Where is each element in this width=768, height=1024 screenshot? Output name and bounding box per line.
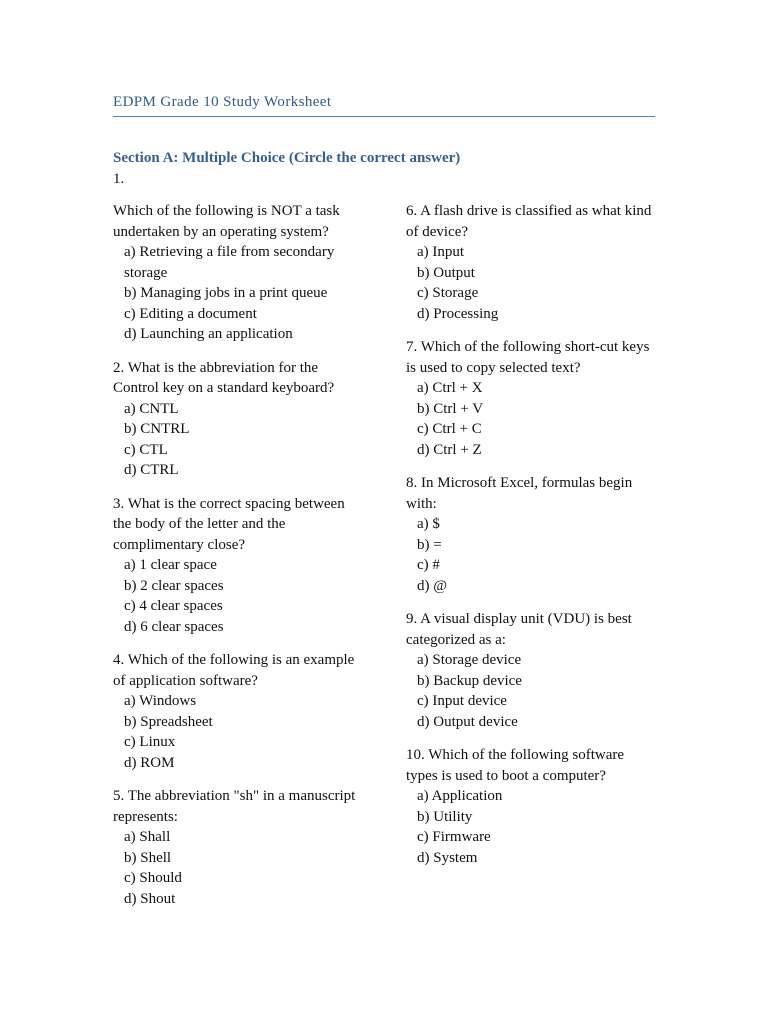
question-10 bbox=[406, 745, 658, 868]
answer-option-a[interactable]: a) Windows bbox=[124, 693, 197, 709]
answer-option-c[interactable]: c) Input device bbox=[417, 693, 507, 709]
right-question-column bbox=[406, 201, 658, 881]
answer-option-b[interactable]: b) Backup device bbox=[417, 672, 522, 689]
answer-option-c[interactable]: c) Should bbox=[124, 870, 182, 886]
answer-option-d[interactable]: d) Processing bbox=[417, 305, 499, 322]
answer-option-b[interactable]: b) Shell bbox=[124, 849, 172, 866]
question-1 bbox=[113, 201, 365, 345]
answer-option-d[interactable]: d) ROM bbox=[124, 754, 175, 771]
answer-options bbox=[406, 514, 658, 596]
answer-option-b[interactable]: b) = bbox=[417, 536, 442, 553]
question-3 bbox=[113, 494, 365, 638]
question-text: 4. Which of the following is an example of application software? bbox=[113, 652, 355, 689]
answer-option-d[interactable]: d) CTRL bbox=[124, 462, 179, 478]
answer-options bbox=[113, 242, 365, 345]
question-text: 7. Which of the following short-cut keys is used to copy selected text? bbox=[406, 339, 650, 376]
section-heading: Section A: Multiple Choice (Circle the correct answer) bbox=[113, 150, 461, 166]
answer-options bbox=[406, 650, 658, 732]
answer-option-b[interactable]: b) Spreadsheet bbox=[124, 713, 213, 730]
answer-option-d[interactable]: d) Shout bbox=[124, 890, 176, 907]
question-text: Which of the following is NOT a task undertaken by an operating system? bbox=[113, 203, 340, 240]
answer-option-a[interactable]: a) Ctrl + X bbox=[417, 380, 483, 396]
answer-options bbox=[113, 399, 365, 481]
answer-options bbox=[406, 378, 658, 460]
question-text: 3. What is the correct spacing between the body of the letter and the complimentary close? bbox=[113, 495, 345, 553]
answer-option-c[interactable]: c) CTL bbox=[124, 441, 168, 458]
answer-option-b[interactable]: b) Managing jobs in a print queue bbox=[124, 285, 328, 301]
question-8 bbox=[406, 473, 658, 596]
document-title: EDPM Grade 10 Study Worksheet bbox=[113, 94, 332, 110]
answer-option-d[interactable]: d) 6 clear spaces bbox=[124, 618, 224, 635]
question-text: 9. A visual display unit (VDU) is best categorized as a: bbox=[406, 611, 632, 648]
answer-option-a[interactable]: a) CNTL bbox=[124, 400, 179, 417]
question-2 bbox=[113, 358, 365, 481]
question-5 bbox=[113, 786, 365, 909]
answer-option-a[interactable]: a) Application bbox=[417, 788, 503, 804]
answer-option-b[interactable]: b) Ctrl + V bbox=[417, 400, 484, 417]
answer-options bbox=[113, 555, 365, 637]
answer-option-a[interactable]: a) $ bbox=[417, 516, 440, 532]
left-question-column bbox=[113, 201, 365, 922]
question-text: 5. The abbreviation "sh" in a manuscript represents: bbox=[113, 788, 356, 825]
answer-option-b[interactable]: b) CNTRL bbox=[124, 421, 190, 437]
answer-option-c[interactable]: c) # bbox=[417, 557, 440, 573]
question-text: 2. What is the abbreviation for the Control key on a standard keyboard? bbox=[113, 359, 335, 396]
answer-option-d[interactable]: d) Ctrl + Z bbox=[417, 441, 482, 458]
question-text: 10. Which of the following software types is used to boot a computer? bbox=[406, 747, 625, 784]
worksheet-page bbox=[113, 0, 655, 1024]
question-text: 8. In Microsoft Excel, formulas begin with: bbox=[406, 475, 633, 512]
answer-option-c[interactable]: c) Editing a document bbox=[124, 305, 257, 322]
answer-option-d[interactable]: d) System bbox=[417, 849, 478, 866]
question-6 bbox=[406, 201, 658, 324]
answer-option-c[interactable]: c) Ctrl + C bbox=[417, 421, 482, 437]
answer-option-d[interactable]: d) Launching an application bbox=[124, 326, 293, 342]
answer-option-a[interactable]: a) Shall bbox=[124, 829, 171, 845]
title-underline-rule bbox=[113, 116, 655, 117]
question-4 bbox=[113, 650, 365, 773]
answer-option-b[interactable]: b) 2 clear spaces bbox=[124, 577, 224, 594]
answer-option-c[interactable]: c) 4 clear spaces bbox=[124, 598, 223, 614]
answer-option-d[interactable]: d) @ bbox=[417, 577, 448, 594]
answer-option-c[interactable]: c) Storage bbox=[417, 285, 479, 301]
answer-option-c[interactable]: c) Linux bbox=[124, 734, 176, 750]
answer-option-a[interactable]: a) Input bbox=[417, 244, 465, 260]
answer-option-a[interactable]: a) Storage device bbox=[417, 652, 522, 668]
answer-option-a[interactable]: a) 1 clear space bbox=[124, 557, 217, 573]
answer-option-b[interactable]: b) Output bbox=[417, 264, 475, 281]
answer-options bbox=[113, 827, 365, 909]
answer-options bbox=[406, 786, 658, 868]
question-1-number: 1. bbox=[113, 171, 125, 187]
answer-option-b[interactable]: b) Utility bbox=[417, 808, 473, 825]
question-7 bbox=[406, 337, 658, 460]
answer-option-d[interactable]: d) Output device bbox=[417, 713, 518, 730]
answer-option-c[interactable]: c) Firmware bbox=[417, 829, 491, 845]
answer-options bbox=[113, 691, 365, 773]
question-text: 6. A flash drive is classified as what kind of device? bbox=[406, 203, 652, 240]
answer-options bbox=[406, 242, 658, 324]
question-9 bbox=[406, 609, 658, 732]
answer-option-a[interactable]: a) Retrieving a file from secondary storage bbox=[124, 244, 335, 281]
